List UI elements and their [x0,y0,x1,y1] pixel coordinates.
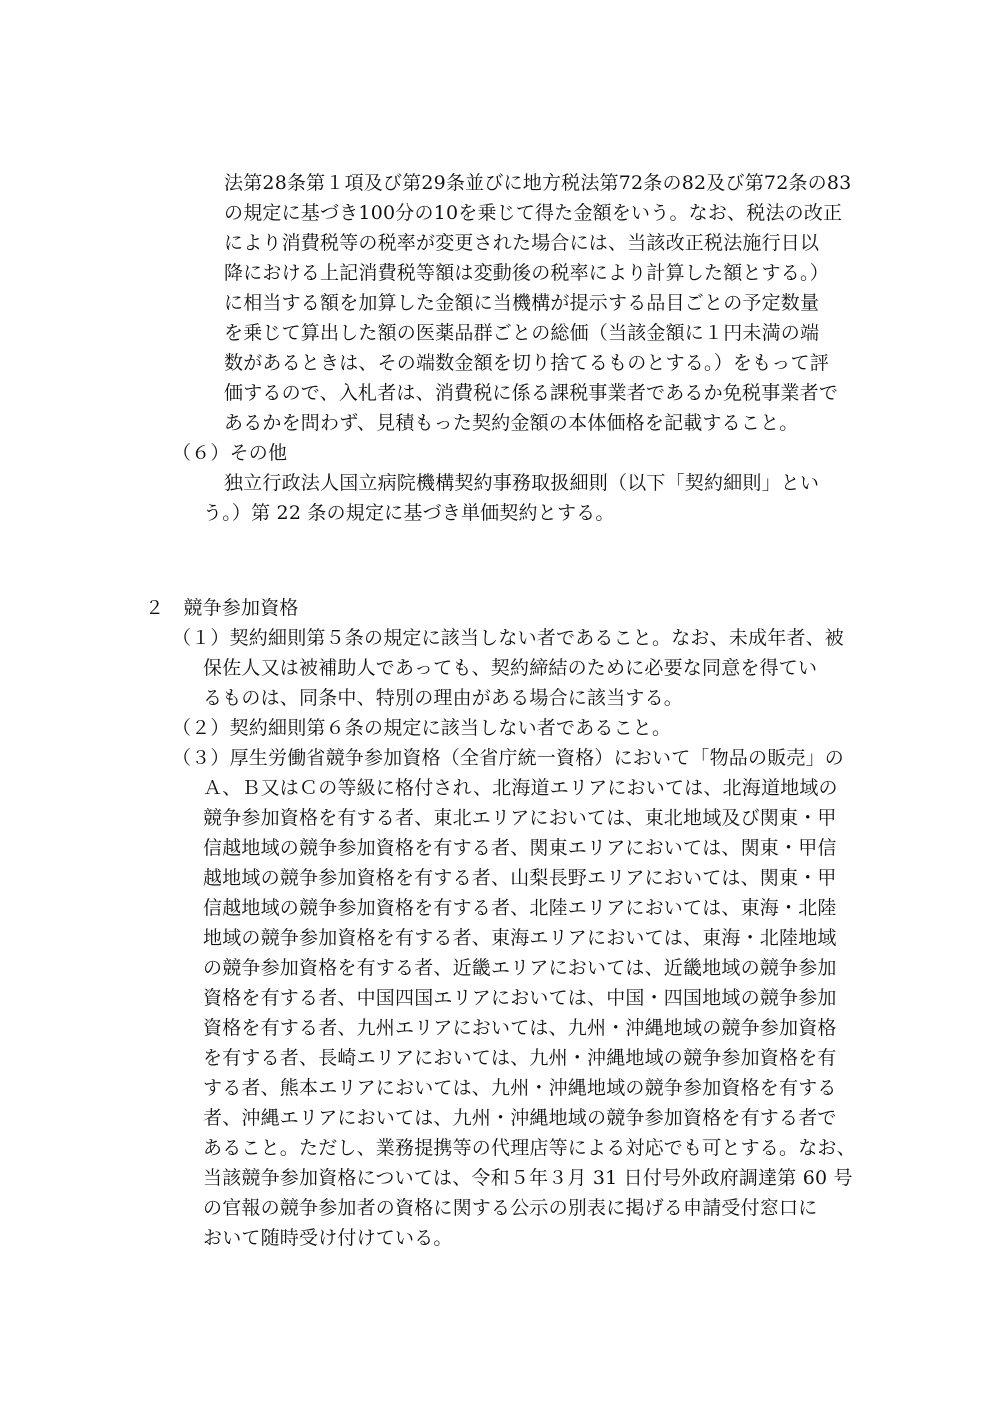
text-line: 信越地域の競争参加資格を有する者、北陸エリアにおいては、東海・北陸 [203,897,837,919]
text-line: 資格を有する者、中国四国エリアにおいては、中国・四国地域の競争参加 [203,987,837,1009]
text-line: 法第28条第１項及び第29条並びに地方税法第72条の82及び第72条の83 [224,172,852,194]
text-line: 降における上記消費税等額は変動後の税率により計算した額とする。） [224,262,829,284]
text-line: 競争参加資格を有する者、東北エリアにおいては、東北地域及び関東・甲 [203,807,837,829]
text-line: 当該競争参加資格については、令和５年３月 31 日付号外政府調達第 60 号 [203,1167,853,1189]
text-line: う。）第 22 条の規定に基づき単価契約とする。 [203,502,615,524]
text-line: 地域の競争参加資格を有する者、東海エリアにおいては、東海・北陸地域 [203,927,837,949]
text-line: るものは、同条中、特別の理由がある場合に該当する。 [203,687,684,709]
text-line: の競争参加資格を有する者、近畿エリアにおいては、近畿地域の競争参加 [203,957,837,979]
text-line: に相当する額を加算した金額に当機構が提示する品目ごとの予定数量 [224,292,820,314]
text-line: を有する者、長崎エリアにおいては、九州・沖縄地域の競争参加資格を有 [203,1047,837,1069]
text-line: （２）契約細則第６条の規定に該当しない者であること。 [172,717,672,739]
text-line: おいて随時受け付けている。 [203,1227,453,1249]
text-line: 資格を有する者、九州エリアにおいては、九州・沖縄地域の競争参加資格 [203,1017,837,1039]
text-line: の官報の競争参加者の資格に関する公示の別表に掲げる申請受付窓口に [203,1197,818,1219]
text-line: Ａ、Ｂ又はＣの等級に格付され、北海道エリアにおいては、北海道地域の [203,777,838,799]
text-line: 独立行政法人国立病院機構契約事務取扱細則（以下「契約細則」とい [224,472,820,494]
text-line: により消費税等の税率が変更された場合には、当該改正税法施行日以 [224,232,820,254]
text-line: 数があるときは、その端数金額を切り捨てるものとする。）をもって評 [224,352,829,374]
item-6-heading: （６）その他 [172,442,288,464]
text-line: （３）厚生労働省競争参加資格（全省庁統一資格）において「物品の販売」の [172,747,845,769]
text-line: 保佐人又は被補助人であっても、契約締結のために必要な同意を得てい [203,657,818,679]
text-line: する者、熊本エリアにおいては、九州・沖縄地域の競争参加資格を有する [203,1077,837,1099]
text-line: （１）契約細則第５条の規定に該当しない者であること。なお、未成年者、被 [172,627,845,649]
text-line: を乗じて算出した額の医薬品群ごとの総価（当該金額に１円未満の端 [224,322,820,344]
section-2-heading: ２ 競争参加資格 [145,597,299,619]
text-line: 者、沖縄エリアにおいては、九州・沖縄地域の競争参加資格を有する者で [203,1107,837,1129]
text-line: 越地域の競争参加資格を有する者、山梨長野エリアにおいては、関東・甲 [203,867,837,889]
text-line: の規定に基づき100分の10を乗じて得た金額をいう。なお、税法の改正 [224,202,843,224]
text-line: あるかを問わず、見積もった契約金額の本体価格を記載すること。 [224,412,799,434]
text-line: 信越地域の競争参加資格を有する者、関東エリアにおいては、関東・甲信 [203,837,837,859]
text-line: 価するので、入札者は、消費税に係る課税事業者であるか免税事業者で [224,382,839,404]
text-line: あること。ただし、業務提携等の代理店等による対応でも可とする。なお、 [203,1137,856,1159]
